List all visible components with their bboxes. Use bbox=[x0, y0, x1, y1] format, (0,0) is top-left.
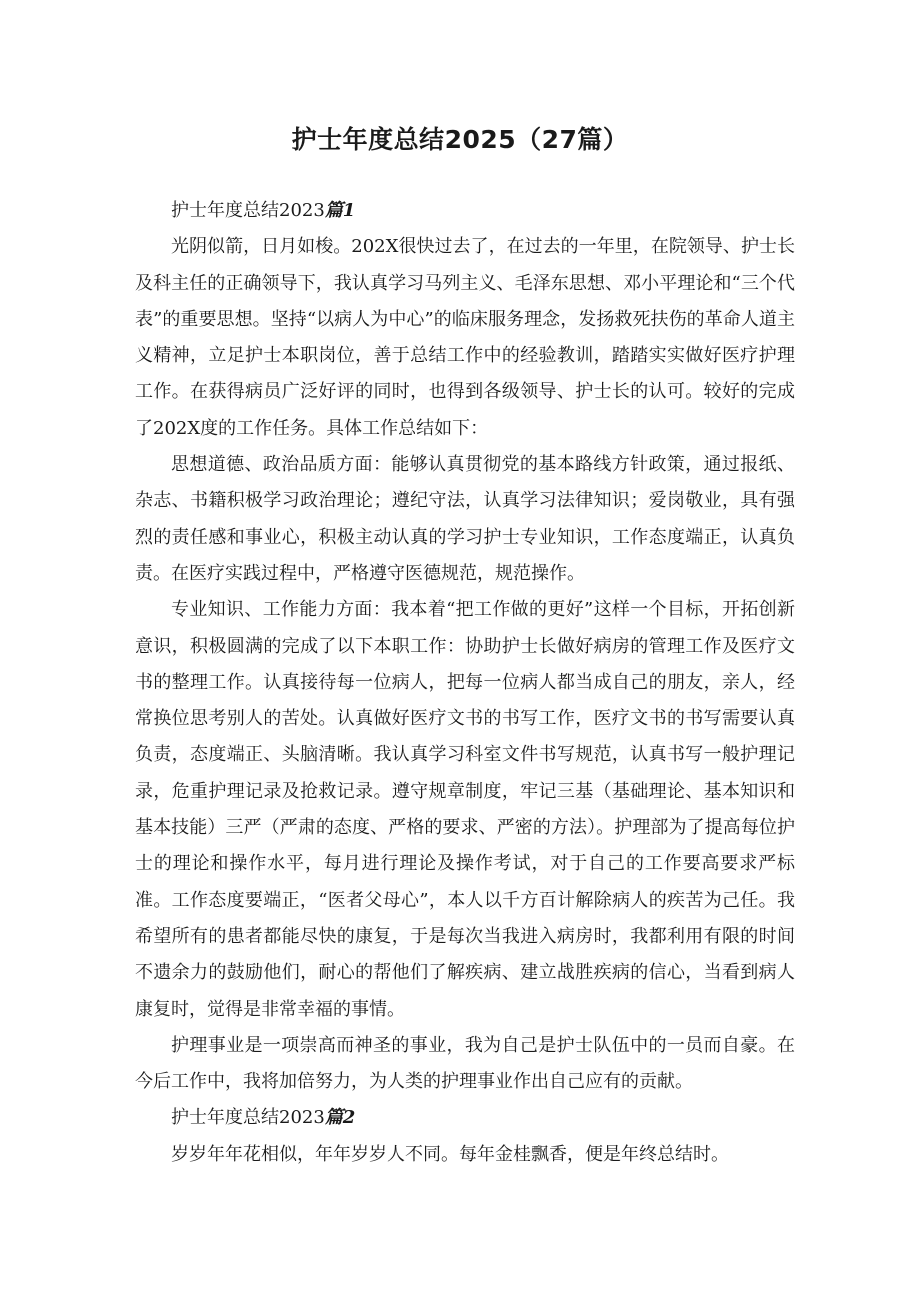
document-title: 护士年度总结2025（27篇） bbox=[291, 125, 629, 154]
paragraph: 护理事业是一项崇高而神圣的事业，我为自己是护士队伍中的一员而自豪。在今后工作中，我将加倍努力，为人类的护理事业作出自己应有的贡献。 bbox=[135, 1034, 795, 1093]
section-heading bbox=[135, 1100, 795, 1136]
section-heading-text: 护士年度总结2023 bbox=[171, 1107, 325, 1129]
paragraph: 专业知识、工作能力方面：我本着“把工作做的更好”这样一个目标，开拓创新意识，积极圆满的完成了以下本职工作：协助护士长做好病房的管理工作及医疗文书的整理工作。认真接待每一位病人，把每一位病人都当成自己的朋友，亲人，经常换位思考别人的苦处。认真做好医疗文书的书写工作，医疗文书的书写需要认真负责，态度端正、头脑清晰。我认真学习科室文件书写规范，认真书写一般护理记录，危重护理记录及抢救记录。遵守规章制度，牢记三基（基础理论、基本知识和基本技能）三严（严肃的态度、严格的要求、严密的方法）。护理部为了提高每位护士的理论和操作水平，每月进行理论及操作考试，对于自己的工作要高要求严标准。工作态度要端正，“医者父母心”，本人以千方百计解除病人的疾苦为己任。我希望所有的患者都能尽快的康复，于是每次当我进入病房时，我都利用有限的时间不遗余力的鼓励他们，耐心的帮他们了解疾病、建立战胜疾病的信心，当看到病人康复时，觉得是非常幸福的事情。 bbox=[135, 599, 795, 1020]
section-heading bbox=[135, 193, 795, 229]
paragraph: 思想道德、政治品质方面：能够认真贯彻党的基本路线方针政策，通过报纸、杂志、书籍积极学习政治理论；遵纪守法，认真学习法律知识；爱岗敬业，具有强烈的责任感和事业心，积极主动认真的学习护士专业知识，工作态度端正，认真负责。在医疗实践过程中，严格遵守医德规范，规范操作。 bbox=[135, 454, 795, 584]
section-heading-text: 护士年度总结2023 bbox=[171, 200, 325, 221]
paragraph: 岁岁年年花相似，年年岁岁人不同。每年金桂飘香，便是年终总结时。 bbox=[171, 1143, 729, 1165]
paragraph: 光阴似箭，日月如梭。202X很快过去了，在过去的一年里，在院领导、护士长及科主任的正确领导下，我认真学习马列主义、毛泽东思想、邓小平理论和“三个代表”的重要思想。坚持“以病人为中心”的临床服务理念，发扬救死扶伤的革命人道主义精神，立足护士本职岗位，善于总结工作中的经验教训，踏踏实实做好医疗护理工作。在获得病员广泛好评的同时，也得到各级领导、护士长的认可。较好的完成了202X度的工作任务。具体工作总结如下： bbox=[135, 236, 795, 439]
section-heading-number: 篇2 bbox=[324, 1107, 356, 1129]
document-body bbox=[135, 193, 795, 1173]
section-heading-number: 篇1 bbox=[324, 200, 356, 221]
